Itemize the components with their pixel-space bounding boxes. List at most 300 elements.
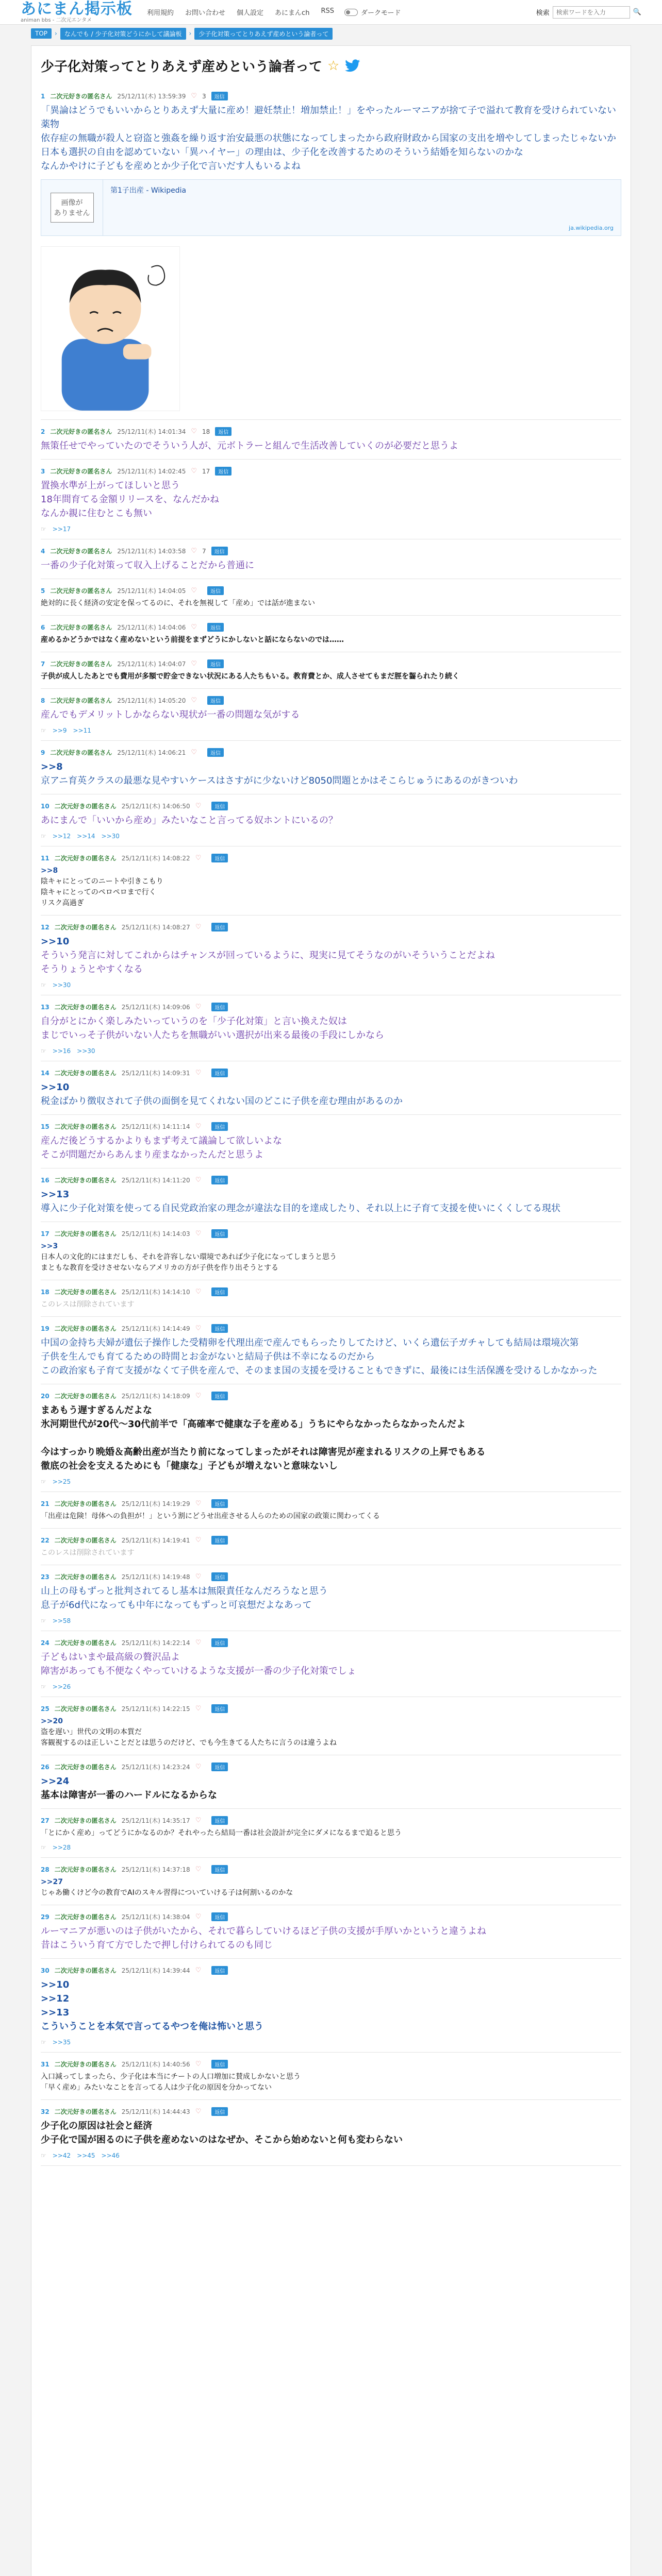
- reply-button[interactable]: 返信: [211, 92, 228, 100]
- nav-animanch[interactable]: あにまんch: [275, 9, 310, 17]
- reply-anchor[interactable]: >>10: [41, 1082, 70, 1093]
- pointing-hand-icon: ☞: [41, 833, 46, 840]
- post-number[interactable]: 6: [41, 623, 45, 631]
- reply-button[interactable]: 返信: [207, 623, 224, 632]
- post-body: [41, 1014, 621, 1042]
- heart-icon[interactable]: ♡: [195, 1176, 202, 1184]
- post-number[interactable]: 20: [41, 1392, 49, 1400]
- heart-icon[interactable]: ♡: [195, 1230, 202, 1238]
- post-number[interactable]: 10: [41, 802, 49, 810]
- search-icon[interactable]: 🔍: [633, 8, 641, 16]
- post-date: 25/12/11(木) 14:06:50: [121, 803, 190, 810]
- poster-name: 二次元好きの匿名さん: [54, 1123, 117, 1130]
- heart-icon[interactable]: ♡: [195, 2060, 202, 2068]
- poster-name: 二次元好きの匿名さん: [54, 1913, 117, 1921]
- post: [41, 579, 621, 616]
- heart-icon[interactable]: ♡: [195, 1536, 202, 1544]
- heart-icon[interactable]: ♡: [195, 2108, 202, 2115]
- post: [41, 616, 621, 652]
- post-line: 山上の母もずっと批判されてるし基本は無限責任なんだろうなと思う: [41, 1586, 328, 1597]
- post-date: 25/12/11(木) 14:19:41: [121, 1537, 190, 1544]
- reply-button[interactable]: 返信: [211, 1069, 228, 1077]
- heart-icon[interactable]: ♡: [195, 1639, 202, 1647]
- reply-button[interactable]: 返信: [211, 1966, 228, 1975]
- post-line: 中国の金持ち夫婦が遺伝子操作した受精卵を代理出産で産んでもらったりしてたけど、いくら遺伝子ガチャしても結局は環境次第: [41, 1337, 579, 1348]
- poster-name: 二次元好きの匿名さん: [54, 2108, 117, 2115]
- reply-button[interactable]: 返信: [211, 1762, 228, 1771]
- post-date: 25/12/11(木) 14:08:22: [121, 855, 190, 862]
- post: [41, 1280, 621, 1317]
- poster-name: 二次元好きの匿名さん: [54, 924, 117, 931]
- post-line: まともな教育を受けさせないならアメリカの方が子供を作り出そうとする: [41, 1264, 279, 1272]
- poster-name: 二次元好きの匿名さん: [54, 1537, 117, 1544]
- reply-anchor[interactable]: >>10: [41, 936, 70, 947]
- reply-links: [41, 1844, 621, 1851]
- post-line: そうりょうとやすくなる: [41, 964, 143, 975]
- post-body: [41, 479, 621, 520]
- reply-button[interactable]: 返信: [211, 1536, 228, 1545]
- poster-name: 二次元好きの匿名さん: [54, 1817, 117, 1824]
- poster-name: 二次元好きの匿名さん: [54, 1289, 117, 1296]
- post-date: 25/12/11(木) 14:01:34: [117, 428, 186, 435]
- pointing-hand-icon: ☞: [41, 727, 46, 734]
- thread-title: 少子化対策ってとりあえず産めという論者って: [41, 59, 323, 75]
- reply-links: [41, 1478, 621, 1485]
- like-count: 3: [202, 92, 206, 100]
- poster-name: 二次元好きの匿名さん: [54, 1004, 117, 1011]
- post-date: 25/12/11(木) 14:38:04: [121, 1913, 190, 1921]
- post: [41, 689, 621, 741]
- post-number[interactable]: 14: [41, 1069, 49, 1077]
- reply-link[interactable]: >>30: [77, 1047, 95, 1055]
- post-line: この政治家も子育て支援がなくて子供を産んで、そのまま国の支援を受けることもできずに、最後には生活保護を受けるしかなかった: [41, 1365, 598, 1376]
- post-number[interactable]: 25: [41, 1705, 49, 1713]
- post-line: 客観視するのは正しいことだとは思うのだけど、でも今生きてる人たちに言うのは違うよね: [41, 1739, 337, 1747]
- reply-button[interactable]: 返信: [211, 1392, 228, 1400]
- post-number[interactable]: 24: [41, 1639, 49, 1647]
- post-line: 一番の少子化対策って収入上げることだから普通に: [41, 560, 254, 571]
- post-body: [41, 439, 621, 453]
- poster-name: 二次元好きの匿名さん: [54, 1393, 117, 1400]
- troubled-person-illustration[interactable]: [41, 246, 180, 411]
- breadcrumb-top[interactable]: TOP: [31, 28, 52, 39]
- reply-link[interactable]: >>30: [101, 833, 120, 840]
- post-line: 置換水準が上がってほしいと思う: [41, 480, 180, 491]
- post-line: 絶対的に長く経済の安定を保ってるのに、それを無視して「産め」では話が進まない: [41, 599, 315, 607]
- breadcrumb-board[interactable]: なんでも / 少子化対策どうにかして議論板: [60, 28, 186, 40]
- reply-button[interactable]: 返信: [211, 1176, 228, 1184]
- post-body: [41, 760, 621, 788]
- post-body: [41, 1548, 621, 1558]
- poster-name: 二次元好きの匿名さん: [50, 624, 112, 631]
- post: [41, 1529, 621, 1565]
- post-line: 日本も選択の自由を認めていない「異ハイヤー」の理由は、少子化を改善するためのそういう結婚を知らないのかな: [41, 147, 523, 158]
- post-number[interactable]: 29: [41, 1913, 49, 1921]
- reply-anchor[interactable]: >>13: [41, 2007, 70, 2018]
- post-body: [41, 1403, 621, 1473]
- pointing-hand-icon: ☞: [41, 526, 46, 533]
- heart-icon[interactable]: ♡: [195, 1817, 202, 1824]
- post-date: 25/12/11(木) 14:14:10: [121, 1289, 190, 1296]
- breadcrumb-separator: ›: [55, 30, 57, 37]
- reply-button[interactable]: 返信: [211, 1287, 228, 1296]
- post-line: あにまんで「いいから産め」みたいなこと言ってる奴ホントにいるの？: [41, 815, 338, 826]
- header-nav: [147, 7, 334, 17]
- post: [41, 1061, 621, 1115]
- reply-link[interactable]: >>11: [73, 727, 91, 734]
- post-number[interactable]: 4: [41, 547, 45, 555]
- heart-icon[interactable]: ♡: [195, 923, 202, 931]
- post: [41, 1959, 621, 2053]
- reply-links: [41, 2152, 621, 2159]
- post-body: [41, 1828, 621, 1839]
- post-number[interactable]: 12: [41, 923, 49, 931]
- post-line: 陰キャにとってのニートや引きこもり: [41, 877, 163, 886]
- post-meta: [41, 2060, 621, 2069]
- post-date: 25/12/11(木) 14:02:45: [117, 468, 186, 475]
- dark-mode-toggle[interactable]: [344, 7, 401, 17]
- heart-icon[interactable]: ♡: [195, 1913, 202, 1921]
- post-body: [41, 2119, 621, 2147]
- post-meta: [41, 748, 621, 757]
- reply-links: [41, 1047, 621, 1055]
- thread-article: [31, 45, 631, 2576]
- post: [41, 1317, 621, 1384]
- post-line: まじでいっそ子供がいない人たちを無職がいい選択が出来る最後の手段にしかなら: [41, 1030, 384, 1041]
- reply-button[interactable]: 返信: [211, 923, 228, 931]
- nav-terms[interactable]: 利用規約: [147, 9, 174, 17]
- heart-icon[interactable]: ♡: [191, 623, 197, 631]
- post: [41, 1809, 621, 1858]
- heart-icon[interactable]: ♡: [191, 92, 197, 100]
- reply-anchor[interactable]: >>24: [41, 1776, 70, 1787]
- post-line: 18年間育てる金額リリースを、なんだかね: [41, 494, 220, 505]
- heart-icon[interactable]: ♡: [195, 802, 202, 810]
- reply-button[interactable]: 返信: [211, 547, 228, 555]
- post-body: [41, 1299, 621, 1310]
- search-input[interactable]: [553, 6, 630, 19]
- post-meta: [41, 1966, 621, 1975]
- post-date: 25/12/11(木) 13:59:39: [117, 93, 186, 100]
- twitter-bird-icon[interactable]: [344, 59, 361, 73]
- post-body: [41, 2072, 621, 2093]
- post-line: 昔はこういう育て方でしたで押し付けられてるのも同じ: [41, 1940, 273, 1951]
- reply-anchor[interactable]: >>8: [41, 867, 58, 875]
- post-number[interactable]: 11: [41, 854, 49, 862]
- post-meta: [41, 1912, 621, 1921]
- reply-link[interactable]: >>12: [52, 833, 71, 840]
- reply-button[interactable]: 返信: [207, 586, 224, 595]
- logo-subtext: animan bbs - 二次元エンタメ: [21, 17, 92, 23]
- heart-icon[interactable]: ♡: [195, 1069, 202, 1077]
- post-date: 25/12/11(木) 14:09:06: [121, 1004, 190, 1011]
- reply-anchor[interactable]: >>8: [41, 761, 63, 772]
- post-line: 京アニ育英クラスの最悪な見やすいケースはさすがに少ないけど8050問題とかはそこらじゅうにあるのがきついわ: [41, 775, 518, 786]
- link-preview-image[interactable]: [41, 180, 103, 235]
- post-meta: [41, 547, 621, 555]
- post-line: リスク高過ぎ: [41, 899, 84, 907]
- heart-icon[interactable]: ♡: [195, 1573, 202, 1581]
- reply-button[interactable]: 返信: [207, 696, 224, 705]
- post-body: [41, 1978, 621, 2033]
- post-date: 25/12/11(木) 14:11:14: [121, 1123, 190, 1130]
- post-body: [41, 1241, 621, 1274]
- reply-button[interactable]: 返信: [211, 802, 228, 810]
- reply-link[interactable]: >>25: [52, 1478, 71, 1485]
- poster-name: 二次元好きの匿名さん: [54, 2061, 117, 2068]
- post: [41, 1168, 621, 1222]
- link-preview-card[interactable]: [41, 179, 621, 236]
- post-number[interactable]: 31: [41, 2060, 49, 2068]
- heart-icon[interactable]: ♡: [191, 467, 197, 475]
- reply-button[interactable]: 返信: [211, 1572, 228, 1581]
- reply-anchor[interactable]: >>27: [41, 1878, 63, 1886]
- reply-button[interactable]: 返信: [211, 1499, 228, 1508]
- site-logo[interactable]: [21, 2, 133, 23]
- poster-name: 二次元好きの匿名さん: [54, 1230, 117, 1238]
- reply-link[interactable]: >>14: [77, 833, 95, 840]
- post-date: 25/12/11(木) 14:14:49: [121, 1325, 190, 1332]
- post-meta: [41, 586, 621, 595]
- reply-link[interactable]: >>9: [52, 727, 67, 734]
- reply-button[interactable]: 返信: [211, 1003, 228, 1011]
- post-meta: [41, 1392, 621, 1400]
- post-body: [41, 104, 621, 173]
- post-number[interactable]: 18: [41, 1288, 49, 1296]
- post: [41, 539, 621, 579]
- post-body: [41, 1924, 621, 1952]
- reply-link[interactable]: >>45: [77, 2152, 95, 2159]
- post-number[interactable]: 23: [41, 1573, 49, 1581]
- poster-name: 二次元好きの匿名さん: [54, 1325, 117, 1332]
- post: [41, 1565, 621, 1631]
- link-preview-domain: ja.wikipedia.org: [569, 225, 614, 231]
- reply-anchor[interactable]: >>12: [41, 1993, 70, 2004]
- post-meta: [41, 1865, 621, 1874]
- worry-scribble: [148, 266, 164, 285]
- post-number[interactable]: 27: [41, 1817, 49, 1824]
- post-meta: [41, 1122, 621, 1131]
- post-meta: [41, 1229, 621, 1238]
- post-number[interactable]: 3: [41, 467, 45, 475]
- post-number[interactable]: 7: [41, 660, 45, 668]
- pointing-hand-icon: ☞: [41, 1844, 46, 1851]
- post-date: 25/12/11(木) 14:11:20: [121, 1177, 190, 1184]
- breadcrumb: [0, 25, 662, 42]
- reply-button[interactable]: 返信: [211, 1122, 228, 1131]
- post-number[interactable]: 32: [41, 2108, 49, 2115]
- reply-button[interactable]: 返信: [211, 1324, 228, 1333]
- post: [41, 652, 621, 689]
- post: [41, 1631, 621, 1697]
- favorite-star-icon[interactable]: ☆: [327, 58, 340, 74]
- poster-name: 二次元好きの匿名さん: [50, 749, 112, 756]
- link-preview-body[interactable]: [103, 180, 621, 235]
- reply-link[interactable]: >>28: [52, 1844, 71, 1851]
- poster-name: 二次元好きの匿名さん: [50, 697, 112, 704]
- reply-link[interactable]: >>42: [52, 2152, 71, 2159]
- reply-button[interactable]: 返信: [211, 1704, 228, 1713]
- post-number[interactable]: 1: [41, 92, 45, 100]
- heart-icon[interactable]: ♡: [195, 1288, 202, 1296]
- post-body: [41, 598, 621, 609]
- post-date: 25/12/11(木) 14:03:58: [117, 548, 186, 555]
- post-meta: [41, 1536, 621, 1545]
- post-meta: [41, 2107, 621, 2116]
- heart-icon[interactable]: ♡: [195, 1763, 202, 1771]
- post-body: [41, 1336, 621, 1378]
- reply-link[interactable]: >>26: [52, 1683, 71, 1690]
- heart-icon[interactable]: ♡: [195, 1003, 202, 1011]
- post-body: [41, 635, 621, 646]
- post-number[interactable]: 9: [41, 749, 45, 756]
- pointing-hand-icon: ☞: [41, 2039, 46, 2046]
- post-line: 子供を生んでも育てるための時間とお金がないと結局子供は不幸になるのだから: [41, 1351, 375, 1362]
- post-number[interactable]: 8: [41, 697, 45, 704]
- logo-text[interactable]: あにまん掲示板: [21, 0, 133, 18]
- reply-anchor[interactable]: >>10: [41, 1979, 70, 1990]
- post-body: [41, 1650, 621, 1678]
- pointing-hand-icon: ☞: [41, 1683, 46, 1690]
- post-number[interactable]: 28: [41, 1866, 49, 1873]
- post-number[interactable]: 2: [41, 428, 45, 435]
- pointing-hand-icon: ☞: [41, 1047, 46, 1055]
- reply-button[interactable]: 返信: [215, 427, 231, 436]
- post-body: [41, 1716, 621, 1749]
- reply-button[interactable]: 返信: [207, 748, 224, 757]
- poster-name: 二次元好きの匿名さん: [54, 1500, 117, 1507]
- reply-button[interactable]: 返信: [211, 1816, 228, 1825]
- reply-link[interactable]: >>17: [52, 526, 71, 533]
- post-number[interactable]: 19: [41, 1325, 49, 1332]
- heart-icon[interactable]: ♡: [191, 660, 197, 668]
- reply-link[interactable]: >>46: [101, 2152, 120, 2159]
- post-meta: [41, 1704, 621, 1713]
- reply-anchor[interactable]: >>20: [41, 1717, 63, 1725]
- post-line: 息子が6d代になっても中年になってもずっと可哀想だよなあって: [41, 1600, 312, 1611]
- reply-link[interactable]: >>16: [52, 1047, 71, 1055]
- post-number[interactable]: 5: [41, 587, 45, 595]
- poster-name: 二次元好きの匿名さん: [54, 1866, 117, 1873]
- post: [41, 1492, 621, 1529]
- post-line: なんか親に住むとこも無い: [41, 508, 152, 519]
- post: [41, 995, 621, 1061]
- post-meta: [41, 1069, 621, 1077]
- post-meta: [41, 467, 621, 476]
- post-line: 基本は障害が一番のハードルになるからな: [41, 1790, 217, 1801]
- reply-links: [41, 1617, 621, 1624]
- heart-icon[interactable]: ♡: [191, 547, 197, 555]
- reply-links: [41, 981, 621, 989]
- post-number[interactable]: 17: [41, 1230, 49, 1238]
- reply-links: [41, 727, 621, 734]
- poster-name: 二次元好きの匿名さん: [50, 660, 112, 668]
- reply-link[interactable]: >>58: [52, 1617, 71, 1624]
- post-line: 産んだ後どうするかよりもまず考えて議論して欲しいよな: [41, 1136, 282, 1146]
- heart-icon[interactable]: ♡: [195, 1325, 202, 1332]
- nav-settings[interactable]: 個人設定: [237, 9, 264, 17]
- heart-icon[interactable]: ♡: [195, 1123, 202, 1130]
- reply-button[interactable]: 返信: [211, 1912, 228, 1921]
- post-number[interactable]: 30: [41, 1967, 49, 1974]
- heart-icon[interactable]: ♡: [195, 1705, 202, 1713]
- reply-button[interactable]: 返信: [211, 854, 228, 862]
- post-number[interactable]: 16: [41, 1176, 49, 1184]
- like-count: 18: [202, 428, 210, 435]
- post-line: 陰キャにとってのペロペロまで行く: [41, 888, 156, 896]
- post-body: [41, 558, 621, 572]
- post-number[interactable]: 21: [41, 1500, 49, 1507]
- post-body: [41, 708, 621, 722]
- nav-rss[interactable]: RSS: [321, 7, 334, 15]
- reply-button[interactable]: 返信: [215, 467, 231, 476]
- post-meta: [41, 1176, 621, 1184]
- post-line: なんかやけに子どもを産めとか少子化で言いだす人もいるよね: [41, 161, 301, 172]
- reply-button[interactable]: 返信: [211, 1229, 228, 1238]
- heart-icon[interactable]: ♡: [191, 587, 197, 595]
- reply-link[interactable]: >>30: [52, 981, 71, 989]
- post-number[interactable]: 22: [41, 1536, 49, 1544]
- post-line: 少子化で国が困るのに子供を産めないのはなぜか、そこから始めないと何も変わらない: [41, 2134, 403, 2145]
- link-preview-title[interactable]: 第1子出産 - Wikipedia: [110, 187, 187, 195]
- post-body: [41, 935, 621, 976]
- post-line: このレスは削除されています: [41, 1300, 135, 1309]
- post: [41, 1115, 621, 1168]
- heart-icon[interactable]: ♡: [195, 1967, 202, 1974]
- post-number[interactable]: 15: [41, 1123, 49, 1130]
- post: [41, 741, 621, 794]
- reply-button[interactable]: 返信: [207, 659, 224, 668]
- post: [41, 2053, 621, 2100]
- breadcrumb-thread[interactable]: 少子化対策ってとりあえず産めという論者って: [194, 28, 333, 40]
- heart-icon[interactable]: ♡: [191, 428, 197, 435]
- reply-anchor[interactable]: >>3: [41, 1242, 58, 1250]
- post-meta: [41, 923, 621, 931]
- post-line: 盗を遅い」世代の文明の本質だ: [41, 1728, 142, 1736]
- heart-icon[interactable]: ♡: [195, 854, 202, 862]
- heart-icon[interactable]: ♡: [191, 749, 197, 756]
- heart-icon[interactable]: ♡: [195, 1500, 202, 1507]
- post-date: 25/12/11(木) 14:23:24: [121, 1764, 190, 1771]
- post-line: 導入に少子化対策を使ってる自民党政治家の理念が違法な目的を達成したり、それ以上に子育て支援を使いにくくしてる現状: [41, 1203, 560, 1214]
- search-label: 検索: [536, 9, 550, 17]
- post-body: [41, 866, 621, 909]
- like-count: 17: [202, 467, 210, 475]
- toggle-switch-icon[interactable]: [344, 9, 358, 16]
- post-meta: [41, 659, 621, 668]
- heart-icon[interactable]: ♡: [195, 1866, 202, 1873]
- reply-button[interactable]: 返信: [211, 1865, 228, 1874]
- post-date: 25/12/11(木) 14:04:07: [117, 660, 186, 668]
- heart-icon[interactable]: ♡: [195, 1392, 202, 1400]
- post-number[interactable]: 26: [41, 1763, 49, 1771]
- poster-name: 二次元好きの匿名さん: [54, 1177, 117, 1184]
- post-meta: [41, 427, 621, 436]
- reply-link[interactable]: >>35: [52, 2039, 71, 2046]
- reply-button[interactable]: 返信: [211, 1638, 228, 1647]
- post-date: 25/12/11(木) 14:18:09: [121, 1393, 190, 1400]
- reply-anchor[interactable]: >>13: [41, 1189, 70, 1200]
- reply-button[interactable]: 返信: [211, 2107, 228, 2116]
- heart-icon[interactable]: ♡: [191, 697, 197, 704]
- post-number[interactable]: 13: [41, 1003, 49, 1011]
- post-line: 「異論はどうでもいいからとりあえず大量に産め！避妊禁止！増加禁止！」をやったルーマニアが捨て子で溢れて教育を受けられていない薬物: [41, 105, 616, 130]
- reply-button[interactable]: 返信: [211, 2060, 228, 2069]
- site-header: [0, 0, 662, 25]
- reply-links: [41, 1683, 621, 1690]
- post-line: 産んでもデメリットしかならない現状が一番の問題な気がする: [41, 709, 300, 720]
- nav-contact[interactable]: お問い合わせ: [185, 9, 226, 17]
